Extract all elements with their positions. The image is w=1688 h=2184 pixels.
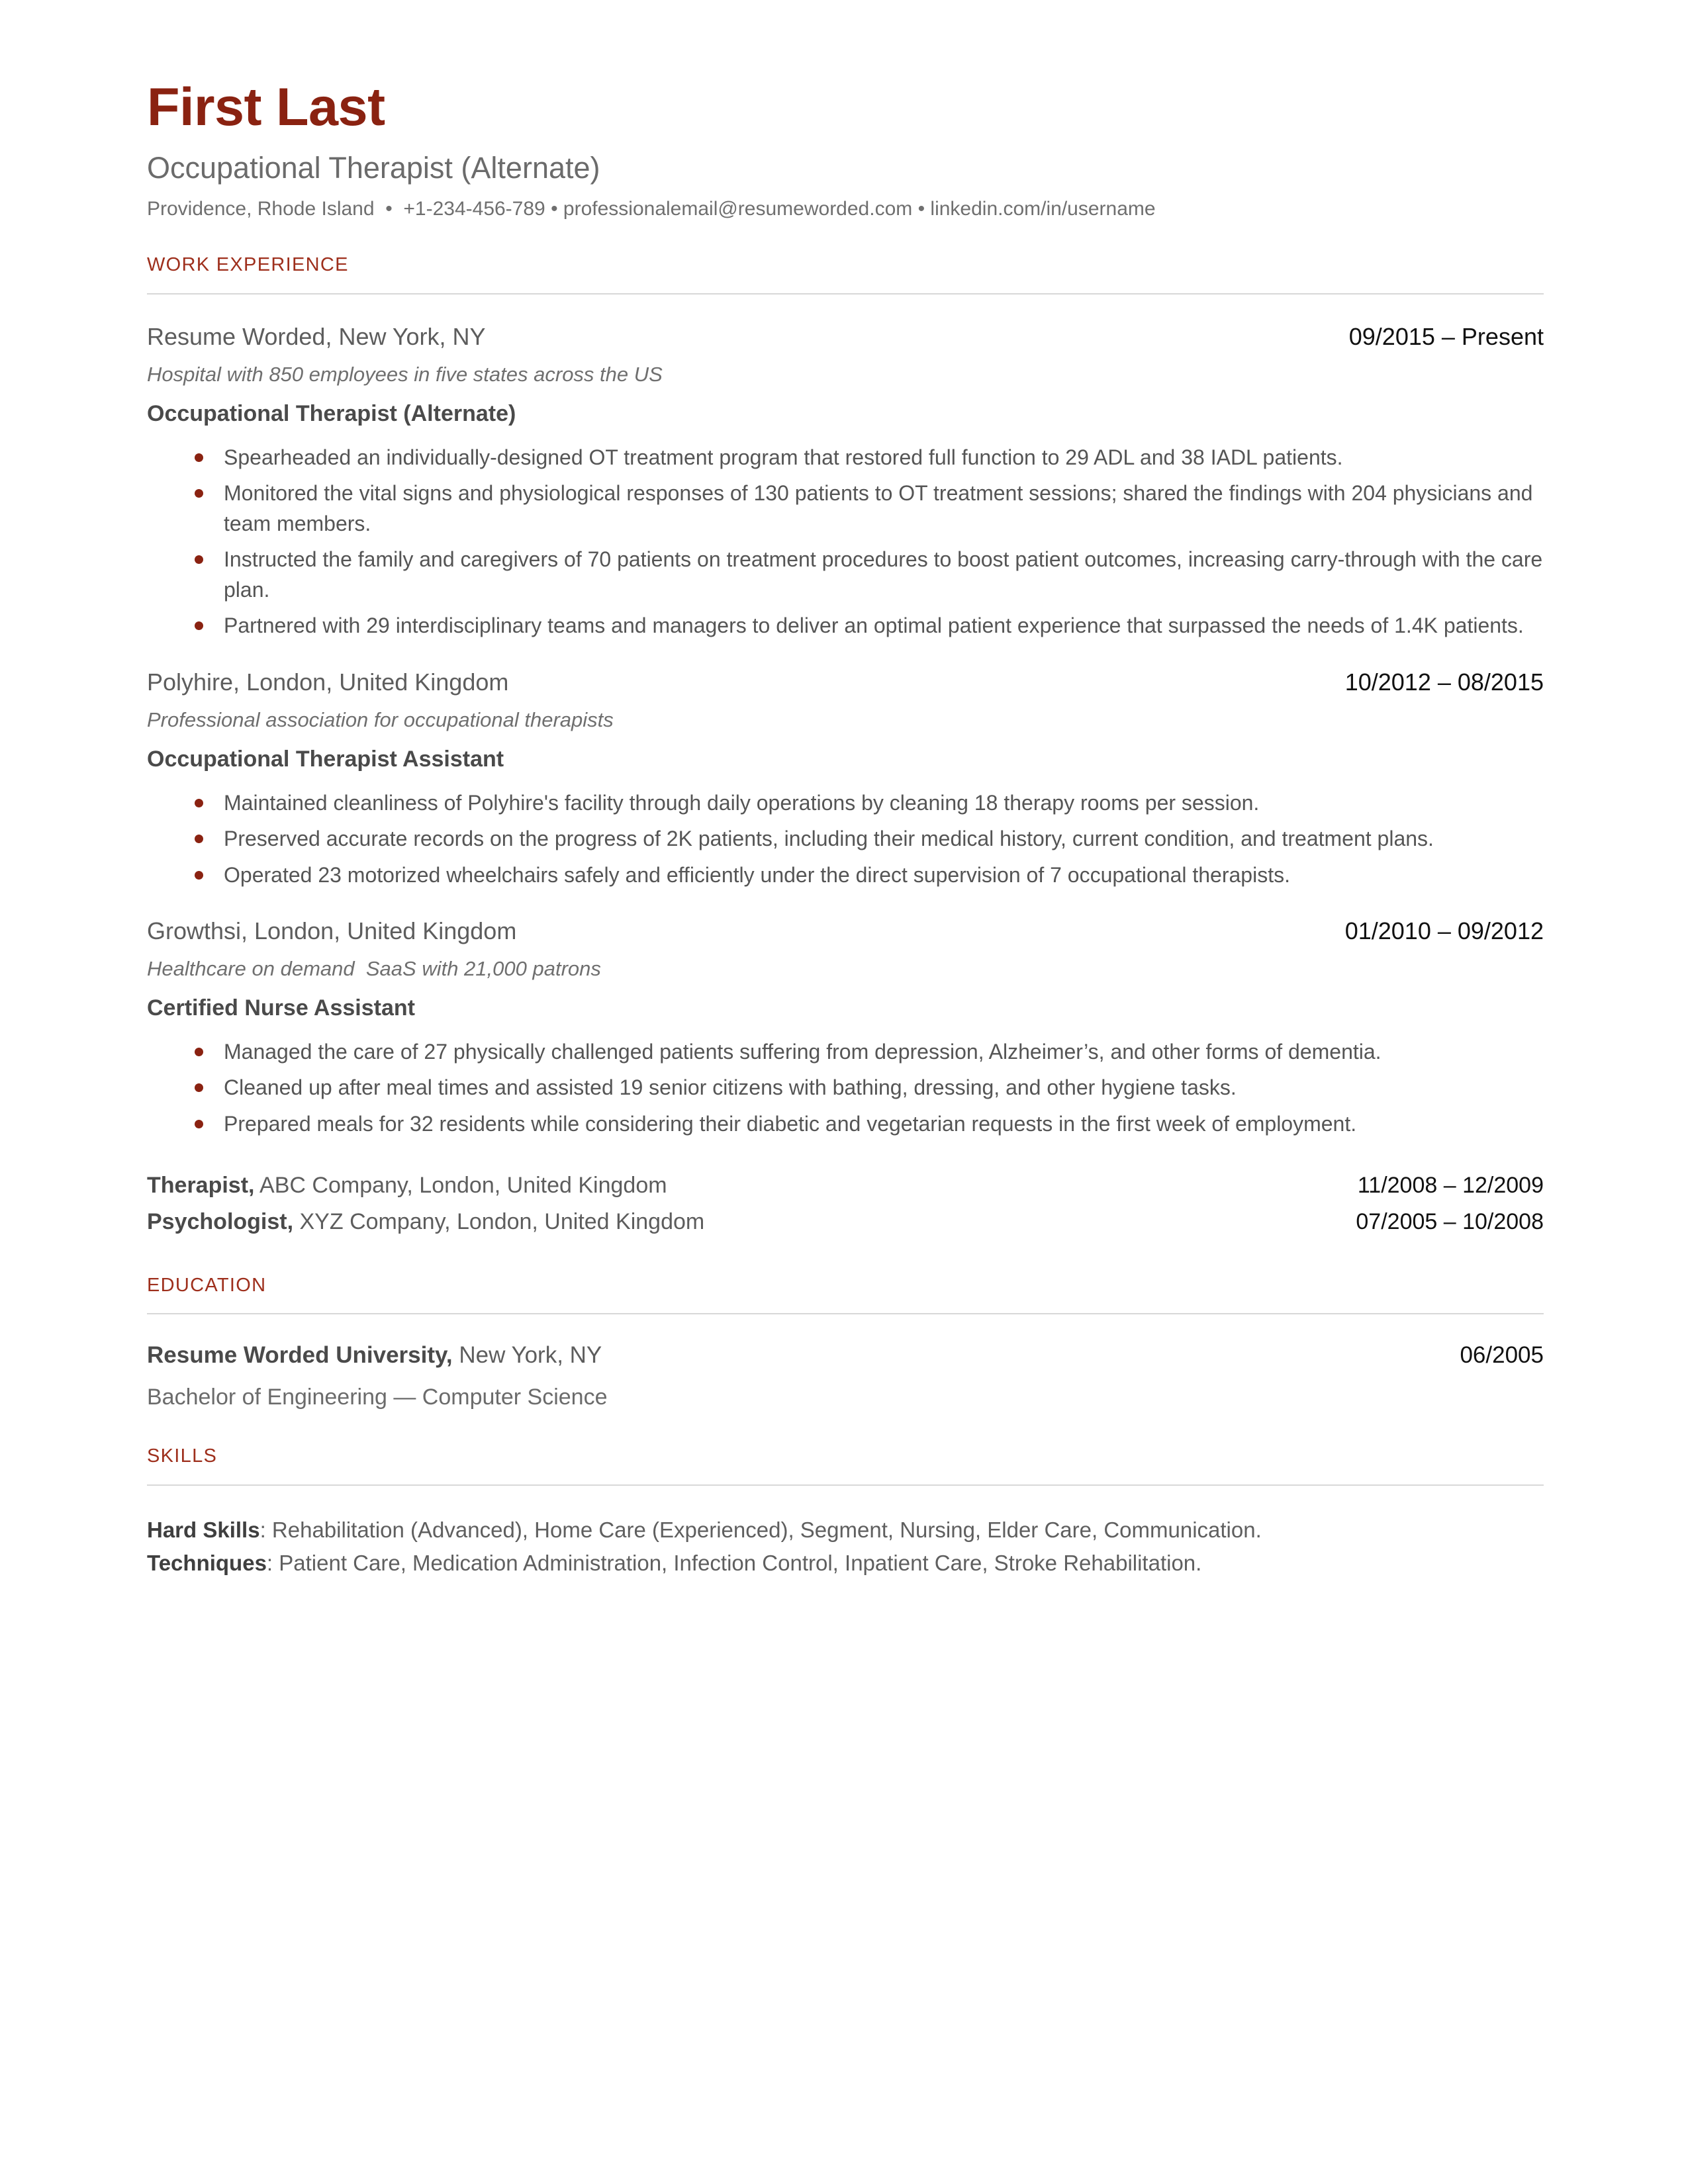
candidate-name: First Last: [147, 77, 385, 137]
job-bullet-list: [147, 1019, 1544, 1139]
job-entry: [147, 641, 1544, 890]
bullet-dot-icon: [195, 1048, 203, 1056]
short-role-company: ABC Company, London, United Kingdom: [254, 1173, 667, 1199]
short-role-dates: 07/2005 – 10/2008: [1356, 1209, 1544, 1235]
section-heading-work: WORK EXPERIENCE: [147, 254, 349, 275]
job-entry: [147, 890, 1544, 1139]
bullet-dot-icon: [195, 1083, 203, 1092]
bullet-text: Instructed the family and caregivers of 70 patients on treatment procedures to boost patient outcomes, increasing carry-through with the care plan.: [224, 547, 1543, 602]
bullet-text: Cleaned up after meal times and assisted 19 senior citizens with bathing, dressing, and other hygiene tasks.: [224, 1075, 1237, 1100]
bullet-dot-icon: [195, 835, 203, 843]
job-company: Growthsi, London, United Kingdom: [147, 917, 517, 944]
section-heading-skills: SKILLS: [147, 1445, 218, 1467]
bullet-dot-icon: [195, 453, 203, 462]
bullet-text: Maintained cleanliness of Polyhire's facility through daily operations by cleaning 18 therapy rooms per session.: [224, 790, 1260, 815]
bullet-text: Prepared meals for 32 residents while considering their diabetic and vegetarian requests in the first week of employment.: [224, 1111, 1357, 1136]
bullet-item: [147, 1067, 1544, 1103]
job-description: Healthcare on demand SaaS with 21,000 patrons: [147, 956, 601, 980]
short-role-row: [147, 1171, 1544, 1201]
job-dates: 01/2010 – 09/2012: [1344, 917, 1544, 944]
bullet-item: [147, 1103, 1544, 1139]
bullet-text: Partnered with 29 interdisciplinary teams and managers to deliver an optimal patient experience that surpassed the needs of 1.4K patients.: [224, 614, 1524, 638]
education-section: [147, 1238, 1544, 1408]
bullet-text: Monitored the vital signs and physiological responses of 130 patients to OT treatment sessions; shared the findings with 204 physicians and team members.: [224, 481, 1533, 535]
job-dates: 10/2012 – 08/2015: [1344, 668, 1544, 696]
job-company: Polyhire, London, United Kingdom: [147, 668, 509, 696]
short-role-title: Psychologist,: [147, 1209, 294, 1235]
job-title: Occupational Therapist (Alternate): [147, 401, 516, 426]
skill-label: Techniques: [147, 1550, 267, 1575]
job-bullet-list: [147, 425, 1544, 641]
bullet-dot-icon: [195, 799, 203, 807]
job-description: Hospital with 850 employees in five states across the US: [147, 363, 663, 386]
job-header-row: [147, 325, 1544, 349]
section-heading-education: EDUCATION: [147, 1275, 267, 1297]
bullet-dot-icon: [195, 489, 203, 498]
skill-line: [147, 1516, 1544, 1545]
resume-header: [147, 0, 1544, 219]
job-bullet-list: [147, 770, 1544, 890]
short-role-left: [147, 1207, 704, 1238]
education-degree: Bachelor of Engineering — Computer Science: [147, 1385, 608, 1410]
job-description: Professional association for occupational therapists: [147, 707, 614, 731]
skills-section: [147, 1408, 1544, 1577]
short-role-left: [147, 1171, 667, 1201]
education-date: 06/2005: [1460, 1342, 1544, 1369]
contact-line: Providence, Rhode Island • +1-234-456-789 • professionalemail@resumeworded.com • linkedin.com/in/username: [147, 198, 1156, 220]
education-entry: [147, 1314, 1544, 1408]
bullet-text: Preserved accurate records on the progress of 2K patients, including their medical history, current condition, and treatment plans.: [224, 827, 1434, 851]
skill-line: [147, 1545, 1544, 1578]
bullet-item: [147, 605, 1544, 641]
bullet-item: [147, 437, 1544, 473]
bullet-text: Managed the care of 27 physically challenged patients suffering from depression, Alzheimer’s, and other forms of dementia.: [224, 1039, 1382, 1064]
bullet-item: [147, 854, 1544, 890]
candidate-headline: Occupational Therapist (Alternate): [147, 151, 600, 185]
job-dates: 09/2015 – Present: [1348, 323, 1544, 350]
education-location: New York, NY: [452, 1342, 602, 1369]
work-experience-section: [147, 219, 1544, 1238]
skill-values: : Rehabilitation (Advanced), Home Care (Experienced), Segment, Nursing, Elder Care, Communication.: [259, 1518, 1262, 1543]
job-entry: [147, 295, 1544, 641]
job-header-row: [147, 919, 1544, 943]
bullet-dot-icon: [195, 555, 203, 564]
job-header-row: [147, 670, 1544, 694]
short-role-dates: 11/2008 – 12/2009: [1357, 1173, 1544, 1199]
short-role-company: XYZ Company, London, United Kingdom: [293, 1209, 705, 1235]
skills-list: [147, 1486, 1544, 1577]
education-school: Resume Worded University,: [147, 1342, 453, 1369]
short-role-title: Therapist,: [147, 1173, 255, 1199]
bullet-item: [147, 1031, 1544, 1067]
skill-label: Hard Skills: [147, 1518, 260, 1543]
short-role-row: [147, 1201, 1544, 1238]
bullet-item: [147, 473, 1544, 539]
bullet-text: Spearheaded an individually-designed OT treatment program that restored full function to 29 ADL and 38 IADL patients.: [224, 445, 1343, 469]
resume-content: [147, 0, 1544, 1577]
job-title: Certified Nurse Assistant: [147, 995, 415, 1021]
bullet-text: Operated 23 motorized wheelchairs safely and efficiently under the direct supervision of 7 occupational therapists.: [224, 862, 1290, 887]
skill-values: : Patient Care, Medication Administration, Infection Control, Inpatient Care, Stroke Rehabilitation.: [266, 1550, 1202, 1575]
bullet-item: [147, 782, 1544, 818]
job-company: Resume Worded, New York, NY: [147, 323, 486, 350]
bullet-dot-icon: [195, 871, 203, 880]
bullet-dot-icon: [195, 621, 203, 630]
job-title: Occupational Therapist Assistant: [147, 746, 504, 772]
education-header-row: [147, 1343, 1544, 1367]
bullet-dot-icon: [195, 1120, 203, 1128]
bullet-item: [147, 818, 1544, 854]
education-left: [147, 1343, 602, 1367]
short-role-list: [147, 1139, 1544, 1238]
bullet-item: [147, 539, 1544, 605]
